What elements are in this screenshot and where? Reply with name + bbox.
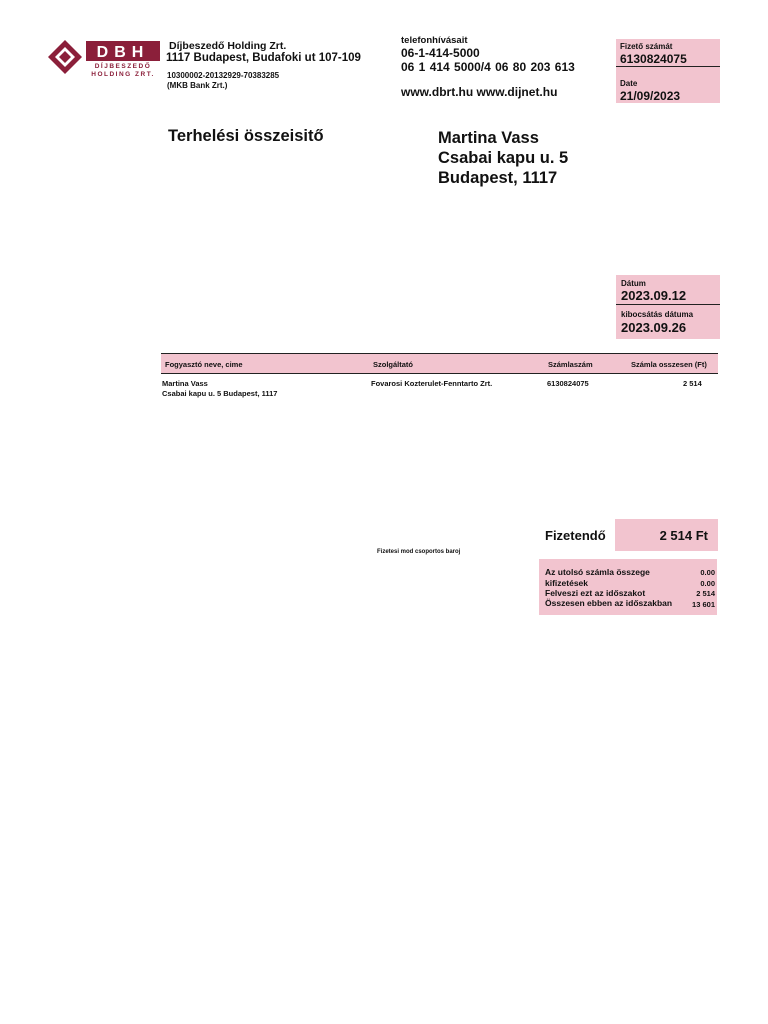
bank-account: 10300002-20132929-70383285 [167,71,280,80]
summary-label: Felveszi ezt az időszakot [545,588,646,598]
recipient-name: Martina Vass [438,129,539,147]
issue-date: 2023.09.26 [621,320,687,335]
logo-subtext-1: DÍJBESZEDŐ [94,63,152,70]
phone-number-2: 06 1 414 5000/4 06 80 203 613 [401,60,575,74]
dates-box [616,275,720,339]
row-consumer [162,379,277,399]
amount-due-box [615,519,718,551]
header-invoice: Számlaszám [548,360,593,369]
payer-number-label: Fizető számát [620,42,673,51]
row-invoice: 6130824075 [547,379,589,388]
summary-value: 0.00 [700,579,715,588]
company-name: Díjbeszedő Holding Zrt. [169,40,287,52]
recipient-address [438,128,568,188]
bank-name: (MKB Bank Zrt.) [167,81,228,90]
payment-method-note: Fizetesi mod csoportos baroj [377,549,461,555]
statement-date: 2023.09.12 [621,288,687,303]
date-box-divider [616,304,720,305]
payer-box-divider [616,66,720,67]
recipient-street: Csabai kapu u. 5 [438,149,569,167]
row-provider: Fovarosi Kozterulet-Fenntarto Zrt. [371,379,493,388]
payer-info-box [616,39,720,103]
logo-subtext-2: HOLDING ZRT. [91,71,155,78]
summary-label: kifizetések [545,578,588,588]
summary-label: Az utolsó számla összege [545,567,650,577]
phone-number-1: 06-1-414-5000 [401,46,480,60]
company-address: 1117 Budapest, Budafoki ut 107-109 [166,52,361,64]
summary-label: Összesen ebben az időszakban [545,598,673,608]
amount-due-label: Fizetendő [545,528,606,543]
issue-date-label: kibocsátás dátuma [621,310,694,319]
logo-text: DBH [96,44,150,61]
payer-date-label: Date [620,79,638,88]
company-logo [46,38,162,78]
row-consumer-name: Martina Vass [162,379,208,388]
summary-value: 2 514 [696,589,715,598]
phone-label: telefonhívásait [401,35,468,46]
website-links: www.dbrt.hu www.dijnet.hu [401,85,558,99]
payer-number: 6130824075 [620,52,687,66]
header-total: Számla osszesen (Ft) [631,360,707,369]
row-consumer-address: Csabai kapu u. 5 Budapest, 1117 [162,389,278,398]
summary-value: 13 601 [692,600,715,609]
date-label: Dátum [621,279,646,288]
recipient-city: Budapest, 1117 [438,169,558,187]
amount-due-value: 2 514 Ft [659,528,708,543]
row-total: 2 514 [683,379,702,388]
table-header [161,353,718,374]
summary-box [539,559,717,615]
header-provider: Szolgáltató [373,360,414,369]
summary-value: 0.00 [700,568,715,577]
payer-date: 21/09/2023 [620,89,681,103]
document-title: Terhelési összeisitő [168,127,324,145]
header-consumer: Fogyasztó neve, cime [165,360,243,369]
logo-diamond-icon [48,40,82,74]
